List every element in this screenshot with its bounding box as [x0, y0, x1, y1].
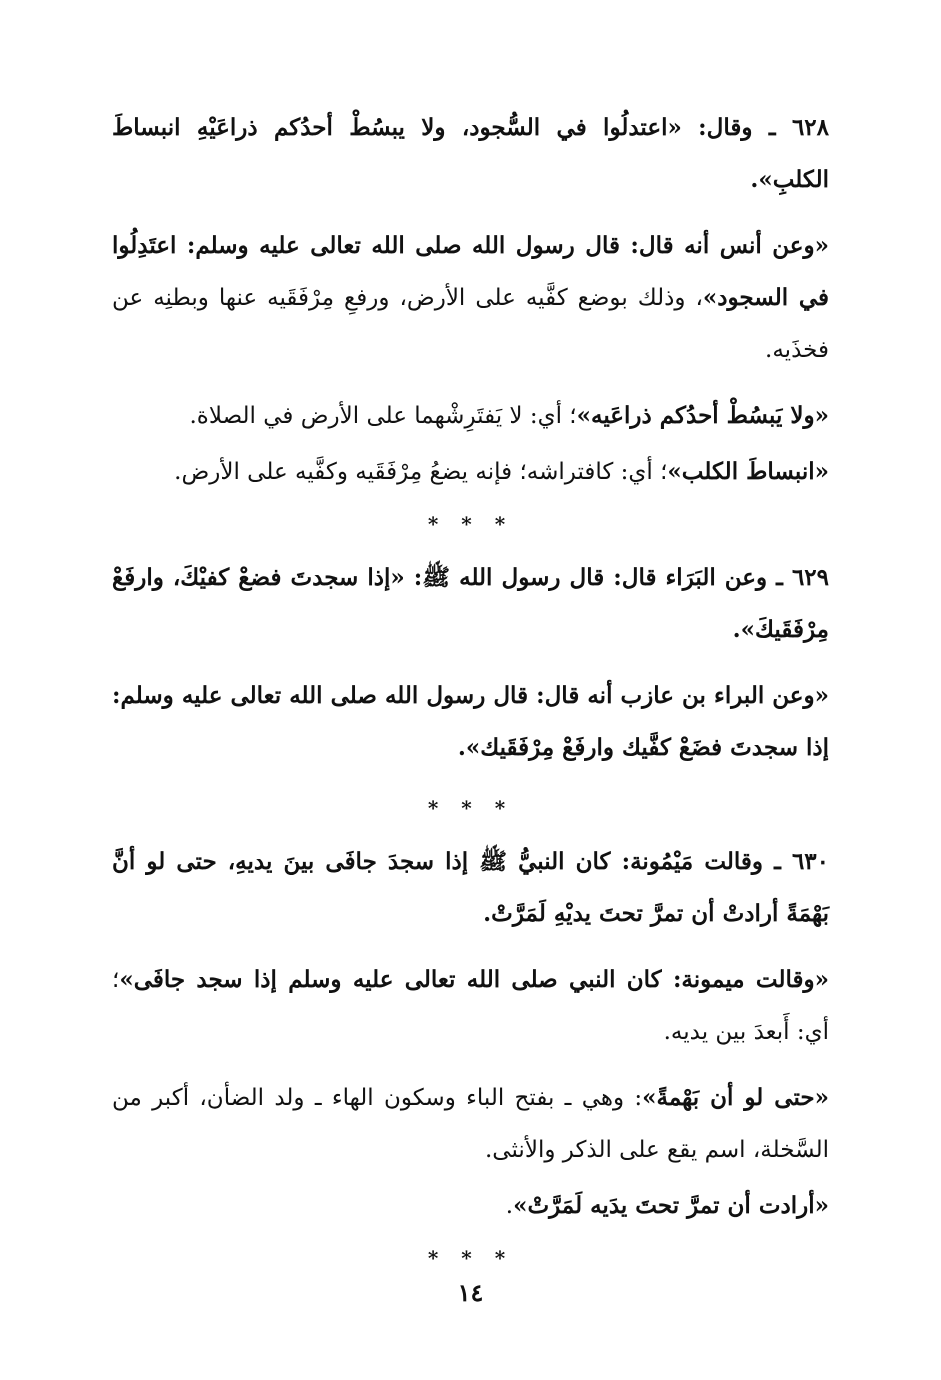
commentary-629-1: «وعن البراء بن عازب أنه قال: قال رسول الله صلى الله تعالى عليه وسلم: إذا سجدتَ فضَعْ كفَّيك وارفَعْ مِرْفَقَيك». [112, 682, 829, 761]
commentary-quote: «انبساطَ الكلب» [667, 458, 829, 485]
commentary-quote: «أرادت أن تمرَّ تحتَ يدَيه لَمَرَّتْ» [513, 1192, 829, 1219]
commentary-text: ؛ أي: أَبعدَ بين يديه. [112, 967, 829, 1045]
commentary-628-3 [112, 446, 829, 498]
commentary-630-3 [112, 1180, 829, 1232]
commentary-text: : وهي ـ بفتح الباء وسكون الهاء ـ ولد الضأن، أكبر من السَّخلة، اسم يقع على الذكر والأنثى. [112, 1085, 829, 1163]
section-separator: * * * [427, 512, 514, 536]
commentary-text: ؛ أي: لا يَفتَرِشْهما على الأرض في الصلاة. [189, 403, 577, 429]
commentary-630-2 [112, 1072, 829, 1176]
commentary-quote: «وقالت ميمونة: كان النبي صلى الله تعالى عليه وسلم إذا سجد جافَى» [119, 966, 829, 993]
commentary-628-2 [112, 390, 829, 442]
hadith-629: ٦٢٩ ـ وعن البَرَاء قال: قال رسول الله ﷺ: «إذا سجدتَ فضعْ كفيْكَ، وارفَعْ مِرْفَقَيكَ». [112, 564, 829, 643]
commentary-text: ، وذلك بوضع كفَّيه على الأرض، ورفعِ مِرْفَقَيه عنها وبطنِه عن فخذَيه. [112, 285, 829, 363]
commentary-quote: «ولا يَبسُطْ أحدُكم ذراعَيه» [576, 402, 829, 429]
hadith-628: ٦٢٨ ـ وقال: «اعتدلُوا في السُّجود، ولا يبسُطْ أحدُكم ذراعَيْهِ انبساطَ الكلبِ». [112, 114, 829, 193]
commentary-quote: «حتى لو أن بَهْمةً» [642, 1084, 829, 1111]
hadith-630: ٦٣٠ ـ وقالت مَيْمُونة: كان النبيُّ ﷺ إذا سجدَ جافَى بينَ يديهِ، حتى لو أنَّ بَهْمَةً أرادتْ أن تمرَّ تحتَ يديْهِ لَمَرَّتْ. [112, 848, 829, 927]
section-separator: * * * [427, 796, 514, 820]
commentary-630-1 [112, 954, 829, 1058]
page-number: ١٤ [457, 1278, 484, 1307]
commentary-628-1 [112, 220, 829, 376]
commentary-quote: «وعن أنس أنه قال: قال رسول الله صلى الله تعالى عليه وسلم: اعتَدِلُوا في السجود» [112, 232, 829, 311]
section-separator: * * * [427, 1246, 514, 1270]
commentary-text: . [505, 1193, 514, 1219]
commentary-text: ؛ أي: كافتراشه؛ فإنه يضعُ مِرْفَقَيه وكفَّيه على الأرض. [174, 459, 668, 485]
